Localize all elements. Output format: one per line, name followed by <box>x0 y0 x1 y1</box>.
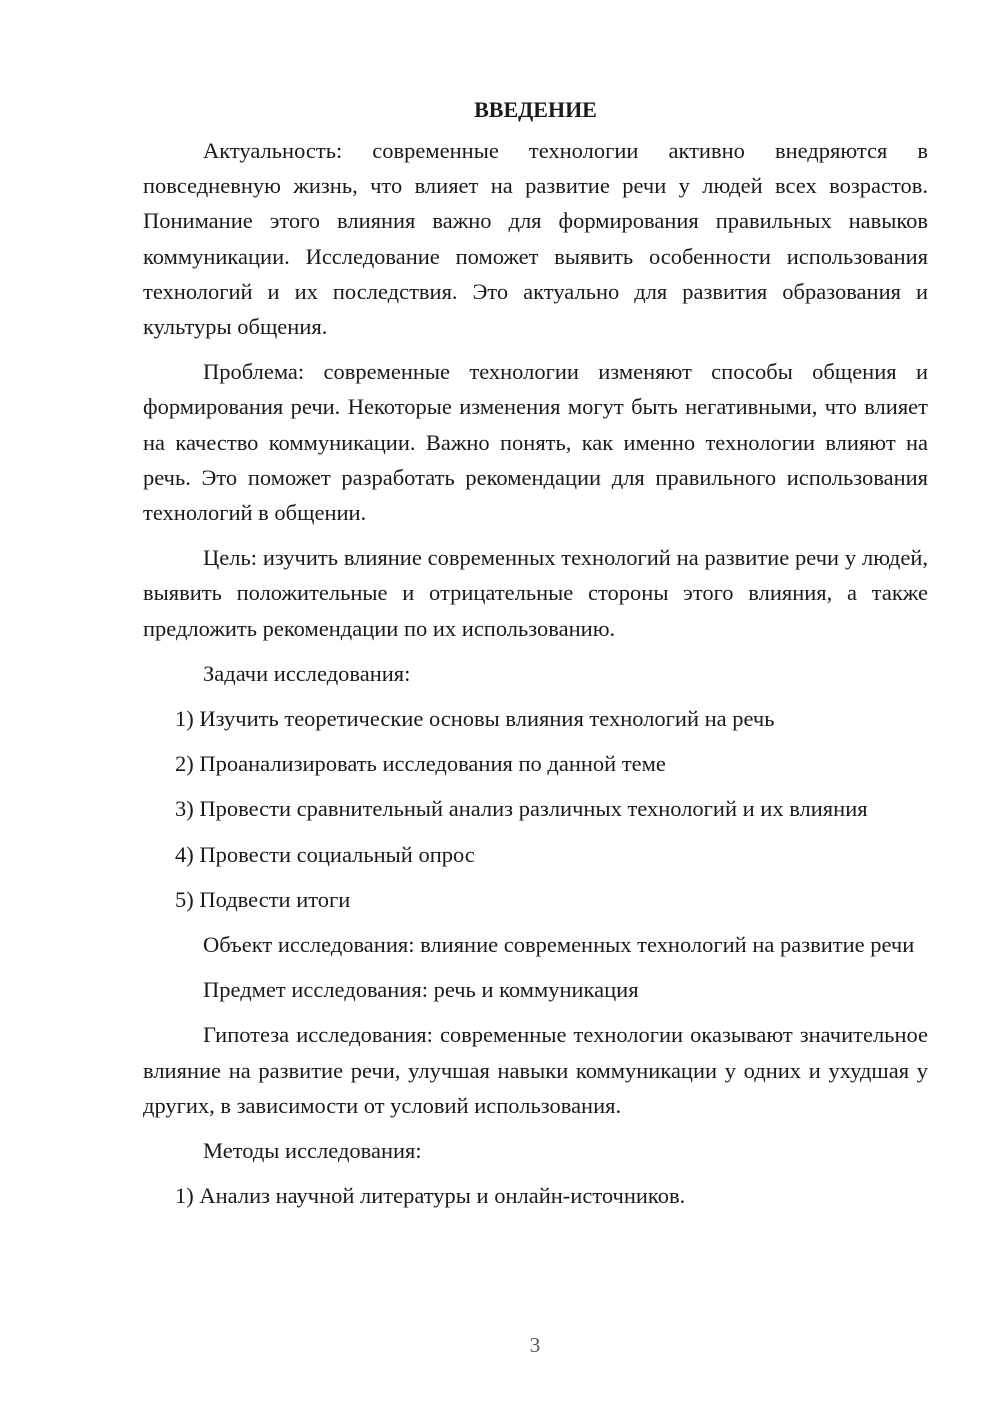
relevance-paragraph: Актуальность: современные технологии активно внедряются в повседневную жизнь, что влияет на развитие речи у людей всех возрастов. Понимание этого влияния важно для формирования правильных навыков коммуникации. Исследование поможет выявить особенности использования технологий и их последствия. Это актуально для развития образования и культуры общения. <box>143 138 928 340</box>
document-page <box>143 92 928 1223</box>
page-number: 3 <box>529 1333 541 1357</box>
task-item: 4) Провести социальный опрос <box>175 841 475 867</box>
section-heading: ВВЕДЕНИЕ <box>474 97 597 122</box>
object-paragraph: Объект исследования: влияние современных технологий на развитие речи <box>203 932 915 958</box>
hypothesis-paragraph: Гипотеза исследования: современные технологии оказывают значительное влияние на развитие речи, улучшая навыки коммуникации у одних и ухудшая у других, в зависимости от условий использования. <box>143 1022 928 1118</box>
method-item: 1) Анализ научной литературы и онлайн-источников. <box>175 1183 686 1209</box>
task-item: 2) Проанализировать исследования по данной теме <box>175 751 666 777</box>
tasks-title: Задачи исследования: <box>203 660 411 686</box>
methods-title: Методы исследования: <box>203 1138 422 1164</box>
subject-paragraph: Предмет исследования: речь и коммуникация <box>203 977 639 1003</box>
goal-paragraph: Цель: изучить влияние современных технологий на развитие речи у людей, выявить положительные и отрицательные стороны этого влияния, а также предложить рекомендации по их использованию. <box>143 545 928 641</box>
task-item: 5) Подвести итоги <box>175 886 351 912</box>
task-item: 1) Изучить теоретические основы влияния технологий на речь <box>175 706 775 732</box>
task-item: 3) Провести сравнительный анализ различных технологий и их влияния <box>175 796 868 822</box>
problem-paragraph: Проблема: современные технологии изменяют способы общения и формирования речи. Некоторые изменения могут быть негативными, что влияет на качество коммуникации. Важно понять, как именно технологии влияют на речь. Это поможет разработать рекомендации для правильного использования технологий в общении. <box>143 359 928 526</box>
